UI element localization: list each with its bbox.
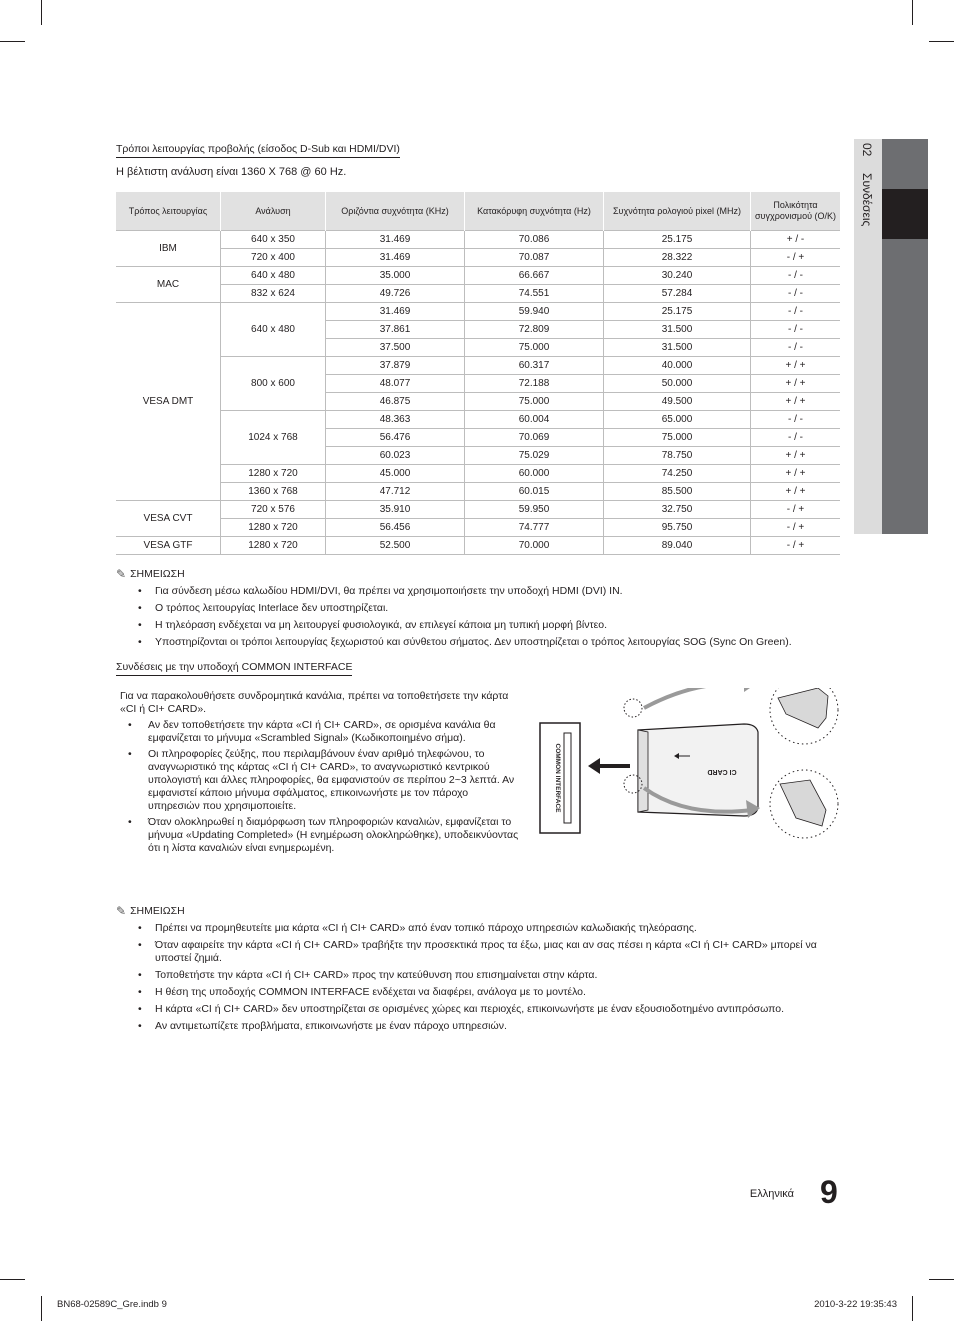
cell-polarity: + / +: [751, 465, 841, 483]
insert-arrow-head: [588, 758, 600, 774]
col-header-hfreq: Οριζόντια συχνότητα (KHz): [326, 192, 465, 231]
cell-polarity: - / -: [751, 321, 841, 339]
cell-mode: IBM: [116, 231, 221, 267]
cell-hfreq: 31.469: [326, 249, 465, 267]
cell-polarity: - / +: [751, 519, 841, 537]
ci-card-insertion-illustration: [526, 688, 842, 866]
ci-slot-label: COMMON INTERFACE: [554, 743, 561, 813]
cell-pixel-clock: 25.175: [604, 303, 751, 321]
cell-mode: VESA CVT: [116, 501, 221, 537]
zoom-arrow-top-head: [744, 688, 756, 692]
list-item: • Πρέπει να προμηθευτείτε μια κάρτα «CI ή CI+ CARD» από έναν τοπικό πάροχο υπηρεσιών καλωδιακής τηλεόρασης.: [138, 922, 840, 935]
chapter-label: Συνδέσεις: [860, 173, 874, 227]
cell-mode: VESA DMT: [116, 303, 221, 501]
list-item: • Όταν αφαιρείτε την κάρτα «CI ή CI+ CARD» τραβήξτε την προσεκτικά προς τα έξω, μιας και αν σας πέσει η κάρτα «CI ή CI+ CARD» μπορεί να υποστεί ζημιά.: [138, 939, 840, 965]
cell-resolution: 1280 x 720: [221, 537, 326, 555]
list-item: • Οι πληροφορίες ζεύξης, που περιλαμβάνουν έναν αριθμό τηλεφώνου, το αναγνωριστικό της κάρτας «CI ή CI+ CARD», το αναγνωριστικό κεντρικού υπολογιστή και άλλες πληροφορίες, θα εμφανιστούν σε περίπου 2~3 λεπτά. Αν εμφανιστεί κάποιο μήνυμα σφάλματος, επικοινωνήστε με τον πάροχο υπηρεσιών που χρησιμοποιείτε.: [124, 748, 522, 813]
cell-polarity: - / -: [751, 339, 841, 357]
cell-pixel-clock: 57.284: [604, 285, 751, 303]
cell-pixel-clock: 49.500: [604, 393, 751, 411]
cell-vfreq: 70.086: [465, 231, 604, 249]
list-item: • Υποστηρίζονται οι τρόποι λειτουργίας ξεχωριστού και σύνθετου σήματος. Δεν υποστηρίζεται ο τρόπος λειτουργίας SOG (Sync On Green).: [138, 636, 840, 649]
cell-pixel-clock: 85.500: [604, 483, 751, 501]
cell-polarity: + / +: [751, 375, 841, 393]
cell-vfreq: 70.069: [465, 429, 604, 447]
table-row: [116, 537, 840, 555]
note-heading: [116, 904, 840, 918]
cell-polarity: + / +: [751, 357, 841, 375]
cell-resolution: 832 x 624: [221, 285, 326, 303]
crop-mark: [41, 0, 42, 25]
crop-mark: [0, 1279, 25, 1280]
table-row: [116, 303, 840, 321]
cell-hfreq: 52.500: [326, 537, 465, 555]
cell-mode: VESA GTF: [116, 537, 221, 555]
cell-hfreq: 56.476: [326, 429, 465, 447]
cell-polarity: - / +: [751, 249, 841, 267]
chapter-side-tab: [854, 139, 954, 534]
note-title: ΣΗΜΕΙΩΣΗ: [130, 568, 185, 580]
table-header-row: [116, 192, 840, 231]
cell-vfreq: 75.000: [465, 393, 604, 411]
list-item: • Η κάρτα «CI ή CI+ CARD» δεν υποστηρίζεται σε ορισμένες χώρες και περιοχές, επικοινωνήστε με έναν εξουσιοδοτημένο αντιπρόσωπο.: [138, 1003, 840, 1016]
cell-vfreq: 75.029: [465, 447, 604, 465]
card-corner-detail-bottom: [780, 780, 826, 826]
cell-pixel-clock: 30.240: [604, 267, 751, 285]
cell-pixel-clock: 32.750: [604, 501, 751, 519]
table-row: [116, 519, 840, 537]
chapter-number: 02: [860, 143, 874, 157]
crop-mark: [41, 1296, 42, 1321]
ci-card-edge: [638, 730, 648, 812]
footer-language: Ελληνικά: [749, 1188, 794, 1200]
cell-pixel-clock: 50.000: [604, 375, 751, 393]
cell-vfreq: 59.940: [465, 303, 604, 321]
cell-polarity: - / -: [751, 303, 841, 321]
cell-vfreq: 70.000: [465, 537, 604, 555]
ci-slot-opening: [564, 733, 571, 823]
list-item: • Τοποθετήστε την κάρτα «CI ή CI+ CARD» προς την κατεύθυνση που επισημαίνεται στην κάρτα.: [138, 969, 840, 982]
cell-hfreq: 31.469: [326, 231, 465, 249]
print-slug-file: BN68-02589C_Gre.indb 9: [57, 1299, 167, 1310]
table-row: [116, 249, 840, 267]
cell-hfreq: 60.023: [326, 447, 465, 465]
list-item: • Αν αντιμετωπίζετε προβλήματα, επικοινωνήστε με έναν πάροχο υπηρεσιών.: [138, 1020, 840, 1033]
cell-vfreq: 70.087: [465, 249, 604, 267]
cell-pixel-clock: 75.000: [604, 429, 751, 447]
cell-resolution: 720 x 400: [221, 249, 326, 267]
cell-vfreq: 60.000: [465, 465, 604, 483]
cell-pixel-clock: 74.250: [604, 465, 751, 483]
table-row: [116, 465, 840, 483]
crop-mark: [929, 1279, 954, 1280]
cell-vfreq: 60.015: [465, 483, 604, 501]
col-header-resolution: Ανάλυση: [221, 192, 326, 231]
cell-hfreq: 47.712: [326, 483, 465, 501]
note-heading: [116, 567, 840, 581]
cell-vfreq: 59.950: [465, 501, 604, 519]
table-row: [116, 357, 840, 375]
common-interface-section: [116, 690, 840, 902]
cell-vfreq: 72.188: [465, 375, 604, 393]
cell-resolution: 1280 x 720: [221, 465, 326, 483]
cell-hfreq: 37.879: [326, 357, 465, 375]
cell-hfreq: 48.077: [326, 375, 465, 393]
pencil-icon: ✎: [116, 904, 127, 918]
optimal-resolution-text: Η βέλτιστη ανάλυση είναι 1360 X 768 @ 60 Hz.: [116, 166, 347, 178]
card-corner-detail-top: [778, 688, 828, 728]
list-item: • Ο τρόπος λειτουργίας Interlace δεν υποστηρίζεται.: [138, 602, 840, 615]
cell-polarity: - / -: [751, 267, 841, 285]
cell-resolution: 1280 x 720: [221, 519, 326, 537]
cell-pixel-clock: 25.175: [604, 231, 751, 249]
ci-card: [638, 724, 758, 816]
ci-instructions: [120, 690, 522, 858]
cell-pixel-clock: 78.750: [604, 447, 751, 465]
table-row: [116, 411, 840, 429]
cell-vfreq: 72.809: [465, 321, 604, 339]
ci-card-label: CI CARD: [707, 768, 737, 775]
print-slug-date: 2010-3-22 19:35:43: [814, 1299, 897, 1310]
pencil-icon: ✎: [116, 567, 127, 581]
cell-pixel-clock: 40.000: [604, 357, 751, 375]
cell-polarity: - / +: [751, 501, 841, 519]
cell-hfreq: 49.726: [326, 285, 465, 303]
crop-mark: [929, 41, 954, 42]
crop-mark: [912, 1296, 913, 1321]
corner-callout-top: [624, 699, 642, 717]
cell-resolution: 640 x 350: [221, 231, 326, 249]
note-title: ΣΗΜΕΙΩΣΗ: [130, 905, 185, 917]
col-header-polarity: Πολικότητα συγχρονισμού (Ο/Κ): [751, 192, 841, 231]
display-modes-table: [116, 192, 840, 555]
cell-vfreq: 60.004: [465, 411, 604, 429]
cell-polarity: + / +: [751, 483, 841, 501]
cell-vfreq: 75.000: [465, 339, 604, 357]
cell-hfreq: 46.875: [326, 393, 465, 411]
cell-hfreq: 35.910: [326, 501, 465, 519]
cell-polarity: - / -: [751, 429, 841, 447]
cell-resolution: 640 x 480: [221, 267, 326, 285]
cell-hfreq: 31.469: [326, 303, 465, 321]
cell-resolution: 720 x 576: [221, 501, 326, 519]
crop-mark: [0, 41, 25, 42]
cell-polarity: + / -: [751, 231, 841, 249]
cell-hfreq: 56.456: [326, 519, 465, 537]
cell-mode: MAC: [116, 267, 221, 303]
cell-hfreq: 37.500: [326, 339, 465, 357]
cell-vfreq: 74.777: [465, 519, 604, 537]
cell-resolution: 800 x 600: [221, 357, 326, 411]
list-item: • Αν δεν τοποθετήσετε την κάρτα «CI ή CI+ CARD», σε ορισμένα κανάλια θα εμφανίζεται το μήνυμα «Scrambled Signal» (Κωδικοποιημένο σήμα).: [124, 719, 522, 745]
cell-pixel-clock: 28.322: [604, 249, 751, 267]
table-row: [116, 231, 840, 249]
cell-hfreq: 45.000: [326, 465, 465, 483]
cell-pixel-clock: 31.500: [604, 321, 751, 339]
display-modes-heading: Τρόποι λειτουργίας προβολής (είσοδος D-Sub και HDMI/DVI): [116, 143, 400, 158]
cell-polarity: + / +: [751, 447, 841, 465]
page-number: 9: [820, 1174, 838, 1210]
cell-hfreq: 35.000: [326, 267, 465, 285]
table-row: [116, 501, 840, 519]
cell-pixel-clock: 65.000: [604, 411, 751, 429]
table-row: [116, 267, 840, 285]
list-item: • Όταν ολοκληρωθεί η διαμόρφωση των πληροφοριών καναλιών, εμφανίζεται το μήνυμα «Updating Completed» (Η ενημέρωση ολοκληρώθηκε), υποδεικνύοντας ότι η λίστα καναλιών είναι ενημερωμένη.: [124, 816, 522, 855]
cell-vfreq: 66.667: [465, 267, 604, 285]
main-content: [116, 139, 840, 1037]
cell-pixel-clock: 89.040: [604, 537, 751, 555]
cell-hfreq: 37.861: [326, 321, 465, 339]
zoom-arrow-top: [644, 688, 748, 708]
side-tab-active-marker: [882, 189, 928, 239]
cell-vfreq: 60.317: [465, 357, 604, 375]
col-header-vfreq: Κατακόρυφη συχνότητα (Hz): [465, 192, 604, 231]
cell-resolution: 640 x 480: [221, 303, 326, 357]
cell-resolution: 1360 x 768: [221, 483, 326, 501]
cell-polarity: + / +: [751, 393, 841, 411]
cell-polarity: - / -: [751, 285, 841, 303]
cell-hfreq: 48.363: [326, 411, 465, 429]
ci-bullet-list: [120, 719, 522, 855]
cell-polarity: - / +: [751, 537, 841, 555]
cell-polarity: - / -: [751, 411, 841, 429]
col-header-pixel-clock: Συχνότητα ρολογιού pixel (MHz): [604, 192, 751, 231]
col-header-mode: Τρόπος λειτουργίας: [116, 192, 221, 231]
list-item: • Η θέση της υποδοχής COMMON INTERFACE ενδέχεται να διαφέρει, ανάλογα με το μοντέλο.: [138, 986, 840, 999]
note-list: [116, 922, 840, 1033]
cell-resolution: 1024 x 768: [221, 411, 326, 465]
crop-mark: [912, 0, 913, 25]
cell-vfreq: 74.551: [465, 285, 604, 303]
table-row: [116, 483, 840, 501]
common-interface-heading: Συνδέσεις με την υποδοχή COMMON INTERFACE: [116, 661, 352, 676]
ci-intro-text: Για να παρακολουθήσετε συνδρομητικά κανάλια, πρέπει να τοποθετήσετε την κάρτα «CI ή CI+ CARD».: [120, 690, 509, 715]
cell-pixel-clock: 31.500: [604, 339, 751, 357]
note-list: [116, 585, 840, 649]
cell-pixel-clock: 95.750: [604, 519, 751, 537]
list-item: • Για σύνδεση μέσω καλωδίου HDMI/DVI, θα πρέπει να χρησιμοποιήσετε την υποδοχή HDMI (DVI) IN.: [138, 585, 840, 598]
list-item: • Η τηλεόραση ενδέχεται να μη λειτουργεί φυσιολογικά, αν επιλεγεί κάποια μη τυπική μορφή βίντεο.: [138, 619, 840, 632]
table-row: [116, 285, 840, 303]
